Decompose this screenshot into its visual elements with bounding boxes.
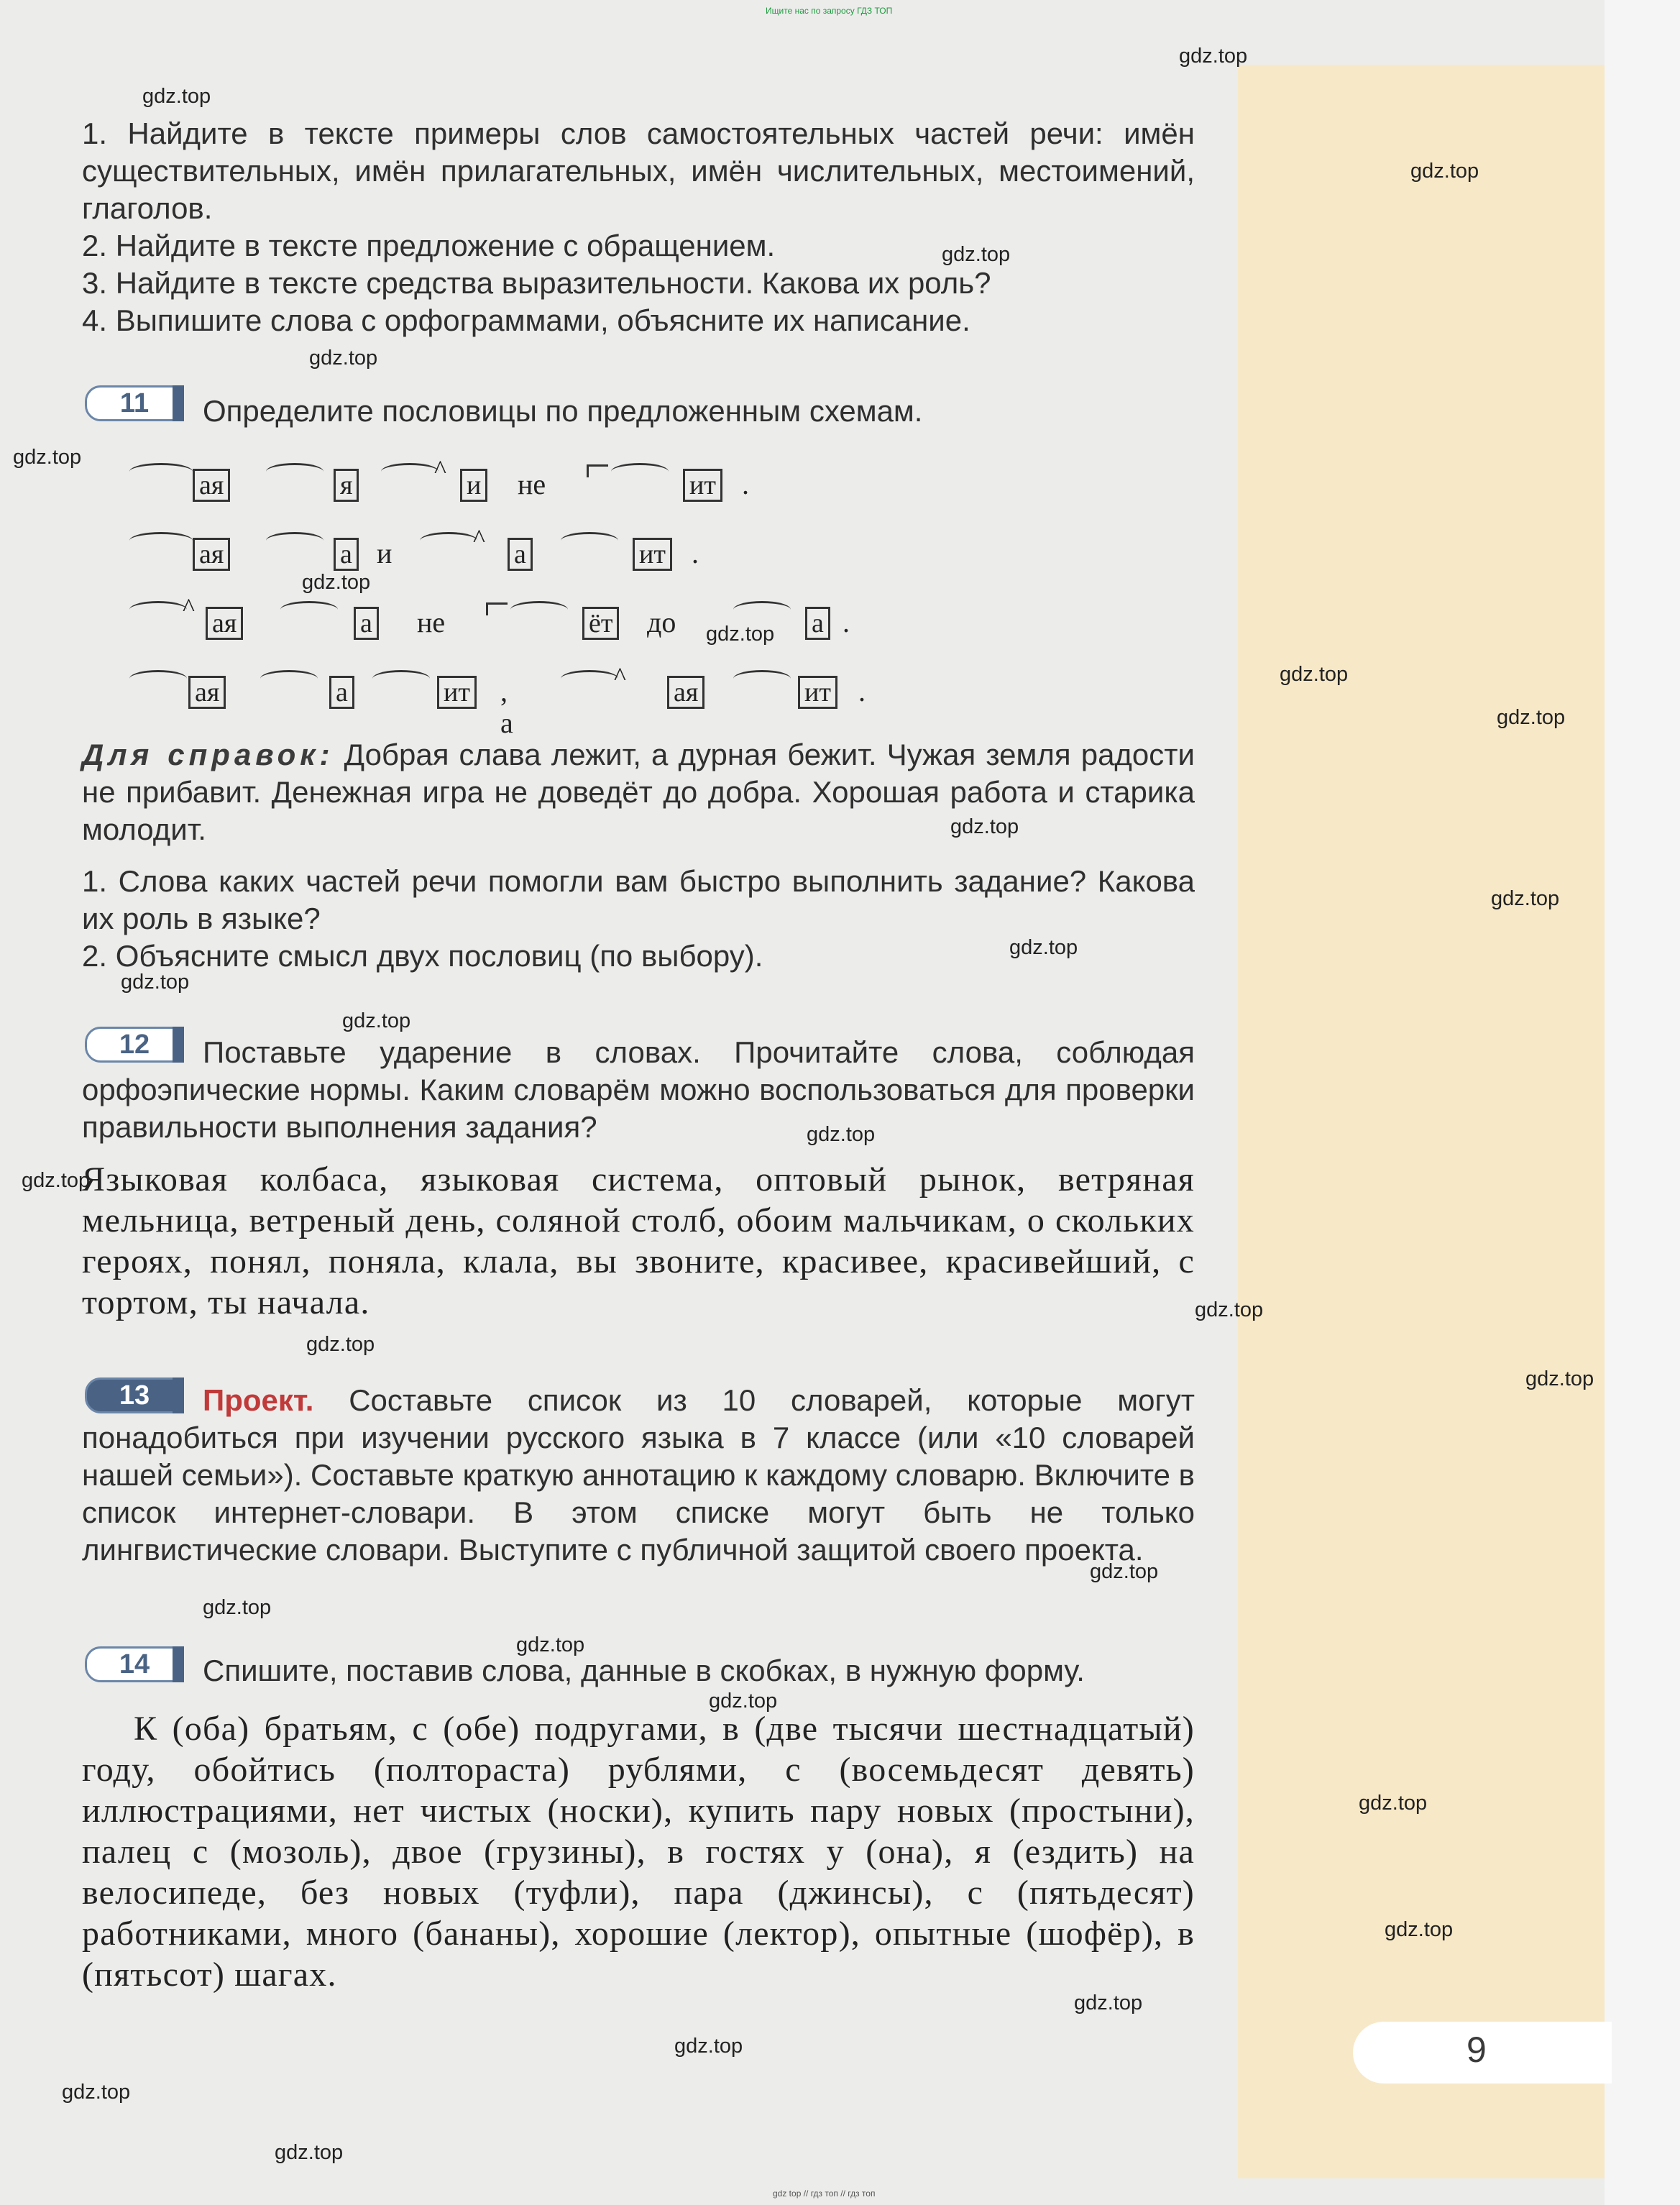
project-text: Составьте список из 10 словарей, которые могут понадобиться при изучении русского языка в 7 классе (или «10 словарей нашей семьи»). Составьте краткую аннотацию к каждому словарю. Включите в список интернет-словари. В этом списке могут быть не только лингвистические словари. Выступите с публичной защитой своего проекта. <box>82 1383 1195 1567</box>
scheme-punct: . <box>843 606 850 638</box>
header-note: Ищите нас по запросу ГДЗ ТОП <box>766 6 893 16</box>
scheme-arc <box>420 532 477 549</box>
watermark: gdz.top <box>142 85 211 108</box>
scheme-ending-box: а <box>354 607 379 640</box>
watermark: gdz.top <box>62 2081 131 2104</box>
question-2: 2. Найдите в тексте предложение с обращением. <box>82 229 776 262</box>
scheme-root-mark: ^ <box>183 593 195 622</box>
scheme-ending-box: ая <box>206 607 243 640</box>
task-14-number: 14 <box>85 1646 184 1682</box>
task-14-instruction: Спишите, поставив слова, данные в скобках, в нужную форму. <box>203 1654 1085 1687</box>
scheme-ending-box: ит <box>437 676 477 709</box>
task-11-reference <box>82 736 1195 848</box>
watermark: gdz.top <box>950 815 1019 838</box>
watermark: gdz.top <box>1359 1792 1428 1815</box>
scheme-arc <box>129 463 193 480</box>
reference-label: Для справок: <box>82 738 334 771</box>
task-11-number: 11 <box>85 385 184 421</box>
watermark: gdz.top <box>306 1333 375 1356</box>
question-4: 4. Выпишите слова с орфограммами, объясните их написание. <box>82 303 970 337</box>
scheme-ending-box: ит <box>798 676 837 709</box>
scheme-arc <box>381 463 439 480</box>
scheme-word: не <box>518 468 546 500</box>
task-12-words: Языковая колбаса, языковая система, оптовый рынок, ветряная мельница, ветреный день, соляной столб, обоим мальчикам, о скольких героях, понял, поняла, клала, вы звоните, красивее, красивейший, с тортом, ты начала. <box>82 1160 1195 1321</box>
scheme-word: , а <box>500 675 513 739</box>
watermark: gdz.top <box>1280 663 1349 686</box>
scheme-ending-box: ёт <box>582 607 619 640</box>
questions-top <box>82 115 1195 339</box>
watermark: gdz.top <box>121 971 190 994</box>
watermark: gdz.top <box>302 571 371 594</box>
scheme-ending-box: ая <box>188 676 226 709</box>
question-1: 1. Найдите в тексте примеры слов самостоятельных частей речи: имён существительных, имён прилагательных, имён числительных, местоимений, глаголов. <box>82 116 1195 225</box>
scheme-ending-box: я <box>334 469 359 502</box>
scheme-word: и <box>377 537 393 569</box>
watermark: gdz.top <box>516 1633 585 1656</box>
scheme-ending-box: и <box>460 469 487 502</box>
scheme-arc <box>510 601 568 618</box>
scheme-arc <box>611 463 669 480</box>
scheme-arc <box>266 532 323 549</box>
scheme-arc <box>561 670 618 687</box>
watermark: gdz.top <box>1385 1918 1454 1941</box>
watermark: gdz.top <box>674 2035 743 2058</box>
task-11-instruction: Определите пословицы по предложенным схемам. <box>203 394 923 428</box>
watermark: gdz.top <box>1497 706 1566 729</box>
page-edge <box>1605 0 1680 2205</box>
watermark: gdz.top <box>942 243 1011 266</box>
scheme-prefix-mark <box>587 464 608 477</box>
scheme-arc <box>280 601 338 618</box>
watermark: gdz.top <box>1090 1560 1159 1583</box>
watermark: gdz.top <box>1009 936 1078 959</box>
scheme-word: до <box>647 606 676 638</box>
watermark: gdz.top <box>309 347 378 370</box>
scheme-arc <box>733 601 791 618</box>
scheme-arc <box>129 670 187 687</box>
watermark: gdz.top <box>342 1009 411 1032</box>
scheme-arc <box>260 670 318 687</box>
scheme-arc <box>561 532 618 549</box>
scheme-prefix-mark <box>486 602 508 615</box>
watermark: gdz.top <box>709 1690 778 1713</box>
watermark: gdz.top <box>807 1123 876 1146</box>
watermark: gdz.top <box>13 446 82 469</box>
watermark: gdz.top <box>1410 160 1479 183</box>
scheme-root-mark: ^ <box>434 455 446 484</box>
task-12-instruction: Поставьте ударение в словах. Прочитайте слова, соблюдая орфоэпические нормы. Каким словарём можно воспользоваться для проверки правильности выполнения задания? <box>82 1035 1195 1144</box>
project-label: Проект. <box>203 1383 314 1417</box>
page-number: 9 <box>1466 2030 1487 2070</box>
scheme-ending-box: ит <box>633 538 672 571</box>
watermark: gdz.top <box>22 1169 91 1192</box>
scheme-root-mark: ^ <box>614 662 626 691</box>
scheme-ending-box: ит <box>683 469 722 502</box>
scheme-arc <box>129 601 187 618</box>
scheme-arc <box>266 463 323 480</box>
scheme-punct: . <box>692 537 699 569</box>
watermark: gdz.top <box>1074 1991 1143 2014</box>
scheme-punct: . <box>858 675 866 707</box>
watermark: gdz.top <box>1195 1298 1264 1321</box>
scheme-ending-box: а <box>329 676 354 709</box>
scheme-arc <box>372 670 430 687</box>
scheme-word: не <box>417 606 446 638</box>
task-13-body <box>82 1382 1195 1569</box>
reference-text: Добрая слава лежит, а дурная бежит. Чужая земля радости не прибавит. Денежная игра не доведёт до добра. Хорошая работа и старика молодит. <box>82 738 1195 846</box>
footer-note: gdz top // гдз топ // гдз топ <box>773 2188 876 2199</box>
task-12-number: 12 <box>85 1027 184 1063</box>
task-13-number: 13 <box>85 1377 184 1413</box>
page-margin-band <box>1238 65 1605 2178</box>
scheme-arc <box>129 532 193 549</box>
task-14-text: К (оба) братьям, с (обе) подругами, в (две тысячи шестнадцатый) году, обойтись (полтораста) рублями, с (восемьдесят девять) иллюстрациями, нет чистых (носки), купить пару новых (простыни), палец с (мозоль), двое (грузины), в гостях у (она), я (ездить) на велосипеде, без новых (туфли), пара (джинсы), с (пятьдесят) работниками, много (бананы), хорошие (лектор), опытные (шофёр), в (пятьсот) шагах. <box>82 1710 1195 1994</box>
scheme-ending-box: ая <box>193 469 230 502</box>
scheme-ending-box: а <box>334 538 359 571</box>
scheme-ending-box: а <box>508 538 533 571</box>
scheme-ending-box: ая <box>667 676 704 709</box>
watermark: gdz.top <box>1491 887 1560 910</box>
watermark: gdz.top <box>1179 45 1248 68</box>
scheme-ending-box: ая <box>193 538 230 571</box>
scheme-punct: . <box>742 468 749 500</box>
scheme-root-mark: ^ <box>473 524 485 553</box>
scheme-arc <box>733 670 791 687</box>
question-3: 3. Найдите в тексте средства выразительности. Какова их роль? <box>82 266 991 300</box>
task-11-question-1: 1. Слова каких частей речи помогли вам быстро выполнить задание? Какова их роль в языке? <box>82 864 1195 935</box>
watermark: gdz.top <box>203 1596 272 1619</box>
task-11-question-2: 2. Объясните смысл двух пословиц (по выбору). <box>82 939 763 973</box>
scheme-ending-box: а <box>805 607 830 640</box>
watermark: gdz.top <box>275 2141 344 2164</box>
watermark: gdz.top <box>706 623 775 646</box>
watermark: gdz.top <box>1525 1367 1594 1390</box>
